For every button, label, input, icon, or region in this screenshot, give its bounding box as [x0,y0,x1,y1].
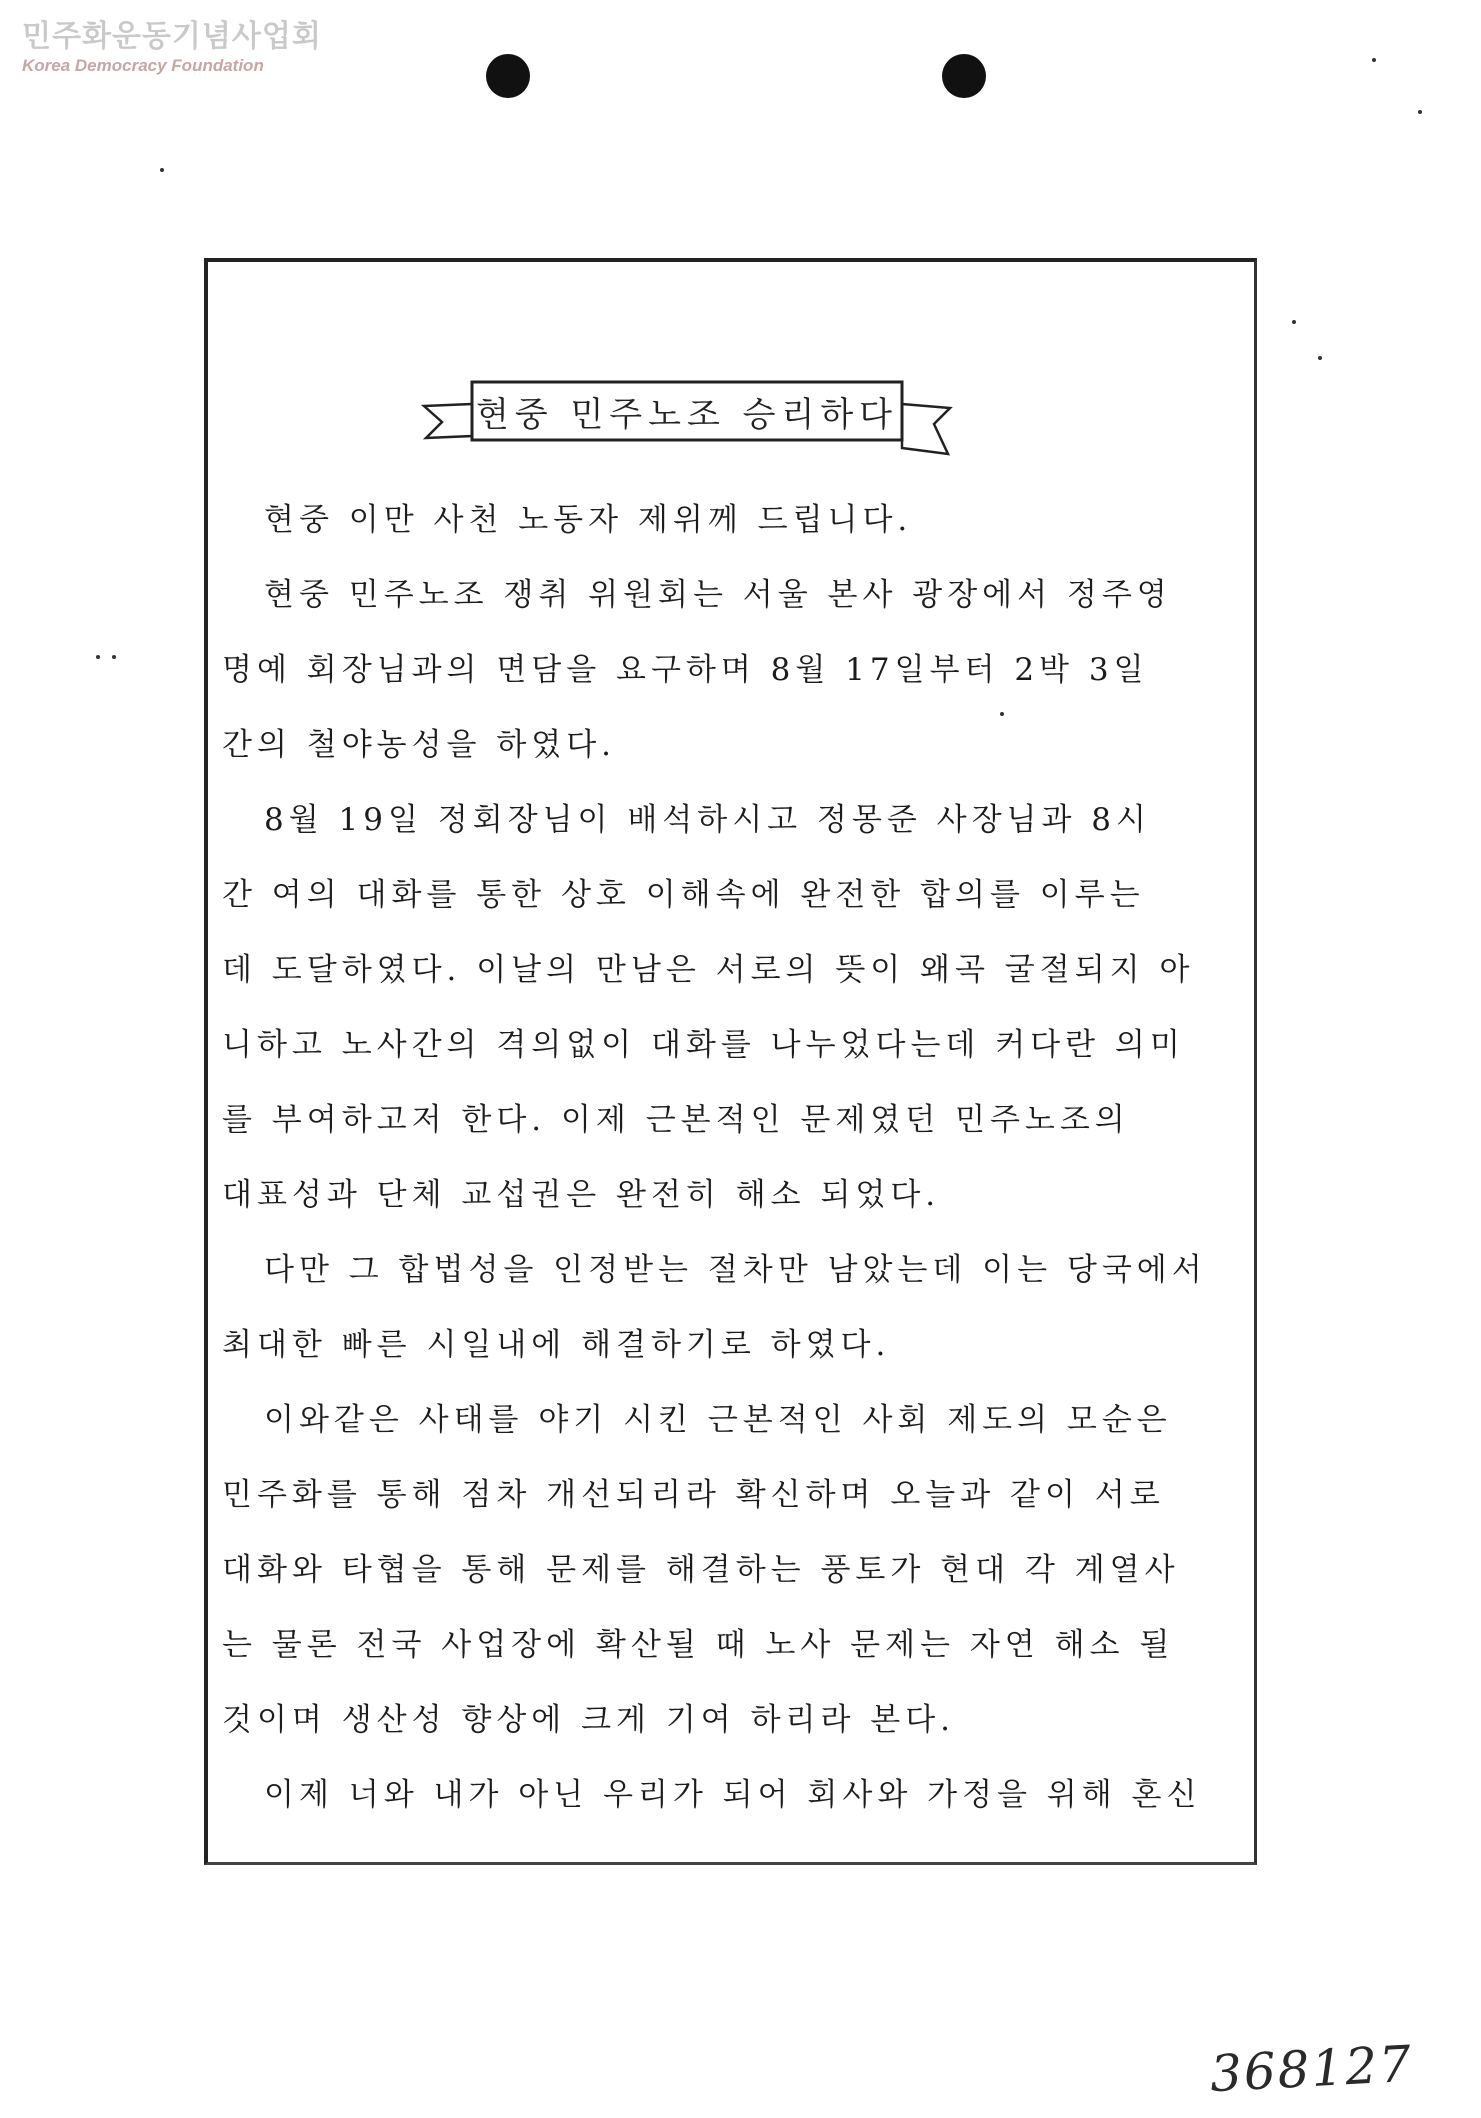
text-line: 를 부여하고저 한다. 이제 근본적인 문제였던 민주노조의 [222,1102,1130,1138]
text-line: 대표성과 단체 교섭권은 완전히 해소 되었다. [222,1177,941,1213]
text-line: 니하고 노사간의 격의없이 대화를 나누었다는데 커다란 의미 [222,1027,1185,1063]
handwritten-catalog-number: 368127 [1208,2034,1415,2104]
paper-speck [1418,110,1422,114]
punch-hole-right [942,54,986,98]
paper-speck [160,168,164,172]
paper-speck [1292,320,1296,324]
watermark-korean: 민주화운동기념사업회 [22,19,322,54]
watermark-english: Korea Democracy Foundation [22,56,264,75]
text-line: 현중 이만 사천 노동자 제위께 드립니다. [264,502,913,538]
document-title: 현중 민주노조 승리하다 [475,394,899,435]
text-line: 명예 회장님과의 면담을 요구하며 8월 17일부터 2박 3일 [222,652,1149,688]
text-line: 현중 민주노조 쟁취 위원회는 서울 본사 광장에서 정주영 [264,577,1172,613]
text-line: 8월 19일 정회장님이 배석하시고 정몽준 사장님과 8시 [264,802,1151,838]
text-line: 간의 철야농성을 하였다. [222,727,617,763]
text-line: 는 물론 전국 사업장에 확산될 때 노사 문제는 자연 해소 될 [222,1627,1175,1663]
foundation-watermark [22,20,322,76]
text-line: 다만 그 합법성을 인정받는 절차만 남았는데 이는 당국에서 [264,1252,1207,1288]
paper-speck [1372,58,1376,62]
text-line: 민주화를 통해 점차 개선되리라 확신하며 오늘과 같이 서로 [222,1477,1165,1513]
letter-body [222,490,1207,1840]
text-line: 간 여의 대화를 통한 상호 이해속에 완전한 합의를 이루는 [222,877,1145,913]
text-line: 대화와 타협을 통해 문제를 해결하는 풍토가 현대 각 계열사 [222,1552,1180,1588]
title-banner [420,368,960,468]
paper-speck [1318,356,1322,360]
paper-speck [112,655,116,659]
paper-speck [96,655,100,659]
punch-hole-left [486,54,530,98]
text-line: 이제 너와 내가 아닌 우리가 되어 회사와 가정을 위해 혼신 [264,1777,1202,1813]
text-line: 이와같은 사태를 야기 시킨 근본적인 사회 제도의 모순은 [264,1402,1172,1438]
text-line: 최대한 빠른 시일내에 해결하기로 하였다. [222,1327,891,1363]
text-line: 것이며 생산성 향상에 크게 기여 하리라 본다. [222,1702,956,1738]
text-line: 데 도달하였다. 이날의 만남은 서로의 뜻이 왜곡 굴절되지 아 [222,952,1195,988]
